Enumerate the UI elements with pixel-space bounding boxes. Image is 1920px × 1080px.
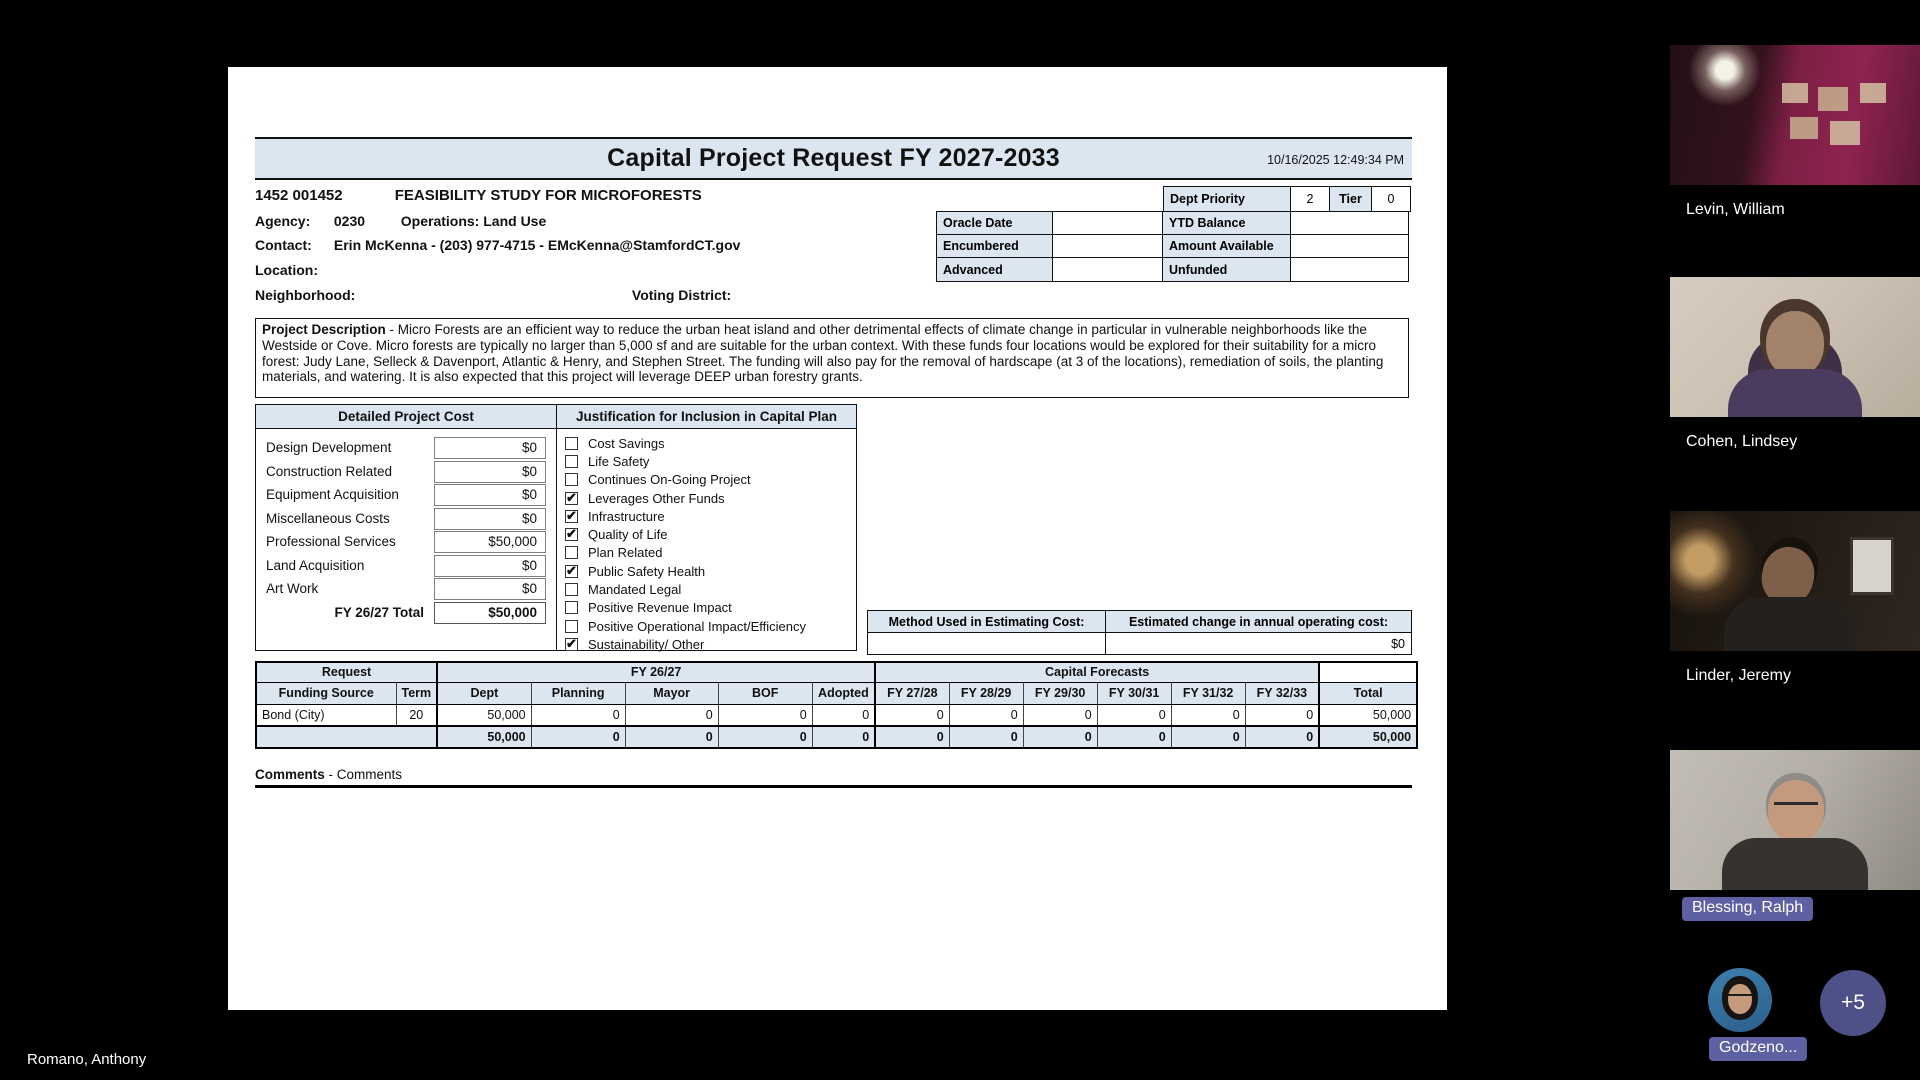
justification-label: Life Safety bbox=[588, 453, 650, 469]
justification-item bbox=[565, 489, 856, 507]
financial-label: Oracle Date bbox=[937, 212, 1053, 235]
checkbox-checked-icon[interactable] bbox=[565, 638, 578, 651]
funding-column-header: FY 29/30 bbox=[1023, 682, 1097, 704]
video-scene-shape bbox=[1766, 311, 1824, 377]
funding-cell[interactable]: 0 bbox=[718, 704, 812, 726]
video-scene-shape bbox=[1722, 838, 1868, 890]
presenter-name-label: Romano, Anthony bbox=[27, 1051, 147, 1068]
funding-total-cell: 0 bbox=[1097, 726, 1171, 748]
funding-cell[interactable]: 50,000 bbox=[437, 704, 531, 726]
operating-cost-header: Estimated change in annual operating cost: bbox=[1106, 611, 1411, 633]
cost-item-label: Miscellaneous Costs bbox=[266, 510, 390, 526]
participant-video bbox=[1670, 277, 1920, 417]
video-scene-shape bbox=[1774, 802, 1818, 812]
checkbox-unchecked-icon[interactable] bbox=[565, 437, 578, 450]
checkbox-unchecked-icon[interactable] bbox=[565, 583, 578, 596]
financial-value[interactable] bbox=[1291, 258, 1408, 281]
comments-label: Comments bbox=[255, 767, 325, 782]
funding-column-header: FY 28/29 bbox=[949, 682, 1023, 704]
justification-item bbox=[565, 471, 856, 489]
funding-group-header bbox=[1319, 662, 1417, 682]
funding-group-header-row bbox=[256, 662, 1417, 682]
participant-name-label: Levin, William bbox=[1686, 201, 1785, 218]
financial-row bbox=[937, 258, 1408, 281]
contact-value: Erin McKenna - (203) 977-4715 - EMcKenna@StamfordCT.gov bbox=[333, 237, 741, 253]
priority-table bbox=[1163, 186, 1411, 212]
dept-priority-label: Dept Priority bbox=[1164, 187, 1291, 211]
funding-column-header: Total bbox=[1319, 682, 1417, 704]
checkbox-unchecked-icon[interactable] bbox=[565, 620, 578, 633]
funding-total-cell bbox=[256, 726, 437, 748]
funding-cell[interactable]: 0 bbox=[531, 704, 625, 726]
funding-total-row bbox=[256, 726, 1417, 748]
justification-item bbox=[565, 617, 856, 635]
funding-total-cell: 0 bbox=[531, 726, 625, 748]
funding-group-header: Request bbox=[256, 662, 437, 682]
funding-cell[interactable]: 0 bbox=[1023, 704, 1097, 726]
dept-priority-value[interactable]: 2 bbox=[1291, 187, 1330, 211]
participant-name-label: Linder, Jeremy bbox=[1686, 667, 1791, 684]
justification-item bbox=[565, 525, 856, 543]
participant-tile[interactable] bbox=[1670, 45, 1920, 219]
funding-column-header: Dept bbox=[437, 682, 531, 704]
checkbox-unchecked-icon[interactable] bbox=[565, 455, 578, 468]
funding-cell[interactable]: 0 bbox=[949, 704, 1023, 726]
agency-label: Agency: bbox=[255, 213, 311, 229]
funding-total-cell: 0 bbox=[1245, 726, 1319, 748]
financial-label: Advanced bbox=[937, 258, 1053, 281]
funding-column-header: Funding Source bbox=[256, 682, 396, 704]
cost-item-label: Art Work bbox=[266, 581, 319, 596]
video-scene-shape bbox=[1728, 369, 1862, 417]
participant-name-label: Blessing, Ralph bbox=[1682, 897, 1813, 921]
funding-column-header: Adopted bbox=[812, 682, 875, 704]
justification-item bbox=[565, 562, 856, 580]
participant-name-label: Cohen, Lindsey bbox=[1686, 433, 1798, 450]
justification-item bbox=[565, 635, 856, 653]
shared-document-page bbox=[228, 67, 1447, 1010]
cost-item-label: Construction Related bbox=[266, 463, 393, 479]
funding-cell[interactable]: 0 bbox=[1097, 704, 1171, 726]
tier-label: Tier bbox=[1330, 187, 1372, 211]
justification-item bbox=[565, 544, 856, 562]
financial-label: YTD Balance bbox=[1163, 212, 1291, 235]
contact-label: Contact: bbox=[255, 237, 312, 253]
neighborhood-label: Neighborhood: bbox=[255, 287, 356, 303]
cost-row bbox=[256, 461, 556, 485]
funding-data-row bbox=[256, 704, 1417, 726]
financial-value[interactable] bbox=[1291, 235, 1408, 258]
document-bottom-rule bbox=[255, 785, 1412, 788]
participant-avatar-tile[interactable] bbox=[1670, 962, 1920, 1080]
checkbox-unchecked-icon[interactable] bbox=[565, 473, 578, 486]
funding-column-header: FY 31/32 bbox=[1171, 682, 1245, 704]
method-value[interactable] bbox=[868, 633, 1106, 654]
cost-item-label: Design Development bbox=[266, 440, 392, 455]
video-scene-shape bbox=[1724, 597, 1854, 651]
funding-total-cell: 0 bbox=[875, 726, 949, 748]
cost-item-value[interactable]: $0 bbox=[434, 437, 546, 459]
financial-row bbox=[937, 235, 1408, 258]
justification-label: Public Safety Health bbox=[588, 563, 706, 579]
participant-name-pill: Godzeno... bbox=[1709, 1037, 1807, 1061]
print-timestamp: 10/16/2025 12:49:34 PM bbox=[1267, 153, 1404, 167]
funding-cell[interactable]: 20 bbox=[396, 704, 437, 726]
justification-item bbox=[565, 580, 856, 598]
financial-label: Amount Available bbox=[1163, 235, 1291, 258]
justification-item bbox=[565, 599, 856, 617]
checkbox-unchecked-icon[interactable] bbox=[565, 601, 578, 614]
financial-value[interactable] bbox=[1053, 235, 1163, 258]
page-title: Capital Project Request FY 2027-2033 bbox=[607, 144, 1060, 172]
document-title-bar bbox=[255, 137, 1412, 180]
checkbox-checked-icon[interactable] bbox=[565, 510, 578, 523]
funding-total-cell: 0 bbox=[812, 726, 875, 748]
project-description-box bbox=[255, 318, 1409, 398]
funding-cell[interactable]: 0 bbox=[812, 704, 875, 726]
participant-video bbox=[1670, 511, 1920, 651]
overflow-participants-badge[interactable]: +5 bbox=[1820, 970, 1886, 1036]
comments-text: - Comments bbox=[324, 767, 403, 782]
cost-row bbox=[256, 531, 556, 555]
project-description-label: Project Description bbox=[262, 322, 386, 337]
funding-total-cell: 50,000 bbox=[437, 726, 531, 748]
justification-label: Positive Operational Impact/Efficiency bbox=[588, 618, 806, 634]
funding-cell[interactable]: 50,000 bbox=[1319, 704, 1417, 726]
participant-video bbox=[1670, 750, 1920, 890]
funding-column-header: Mayor bbox=[625, 682, 718, 704]
justification-label: Infrastructure bbox=[588, 508, 665, 524]
cost-table-title: Detailed Project Cost bbox=[256, 405, 556, 429]
cost-item-label: Land Acquisition bbox=[266, 557, 365, 573]
financial-status-table bbox=[936, 211, 1409, 282]
avatar-glasses-shape bbox=[1728, 994, 1752, 1000]
project-id-line bbox=[255, 187, 702, 204]
participant-tile[interactable] bbox=[1670, 750, 1920, 921]
funding-total-cell: 0 bbox=[1171, 726, 1245, 748]
justification-label: Plan Related bbox=[588, 545, 663, 561]
funding-column-header: FY 32/33 bbox=[1245, 682, 1319, 704]
method-header: Method Used in Estimating Cost: bbox=[868, 611, 1106, 633]
cost-item-value[interactable]: $0 bbox=[434, 484, 546, 506]
funding-cell[interactable]: 0 bbox=[875, 704, 949, 726]
cost-item-value[interactable]: $0 bbox=[434, 578, 546, 600]
funding-total-cell: 0 bbox=[625, 726, 718, 748]
participant-video bbox=[1670, 45, 1920, 185]
cost-row bbox=[256, 602, 556, 626]
funding-request-table bbox=[255, 661, 1418, 749]
comments-line bbox=[255, 767, 402, 782]
financial-label: Unfunded bbox=[1163, 258, 1291, 281]
justification-label: Continues On-Going Project bbox=[588, 472, 751, 488]
justification-label: Leverages Other Funds bbox=[588, 490, 725, 506]
justification-label: Cost Savings bbox=[588, 435, 665, 451]
cost-item-label: Professional Services bbox=[266, 534, 396, 549]
cost-item-value[interactable]: $0 bbox=[434, 461, 546, 483]
cost-item-value[interactable]: $0 bbox=[434, 508, 546, 530]
participant-strip bbox=[1670, 0, 1920, 1080]
project-name: FEASIBILITY STUDY FOR MICROFORESTS bbox=[394, 187, 702, 204]
cost-item-label: Equipment Acquisition bbox=[266, 487, 399, 502]
detailed-project-cost-table bbox=[255, 404, 557, 651]
location-line bbox=[255, 262, 318, 278]
funding-group-header: FY 26/27 bbox=[437, 662, 875, 682]
funding-column-header: FY 27/28 bbox=[875, 682, 949, 704]
financial-row bbox=[937, 212, 1408, 235]
tier-value[interactable]: 0 bbox=[1387, 192, 1395, 206]
justification-title: Justification for Inclusion in Capital Plan bbox=[557, 405, 856, 429]
justification-label: Quality of Life bbox=[588, 527, 668, 543]
cost-item-value[interactable]: $0 bbox=[434, 555, 546, 577]
checkbox-unchecked-icon[interactable] bbox=[565, 546, 578, 559]
cost-item-value[interactable]: $50,000 bbox=[434, 602, 546, 624]
participant-tile[interactable] bbox=[1670, 511, 1920, 685]
funding-cell[interactable]: Bond (City) bbox=[256, 704, 396, 726]
estimating-method-table bbox=[867, 610, 1412, 655]
justification-label: Sustainability/ Other bbox=[588, 636, 705, 652]
participant-tile[interactable] bbox=[1670, 277, 1920, 451]
contact-line bbox=[255, 237, 740, 253]
video-scene-shape bbox=[1850, 537, 1894, 595]
project-description-text: - Micro Forests are an efficient way to reduce the urban heat island and other detrimental effects of climate change in particular in vulnerable neighborhoods like the Westside or Cove. Micro forests are typically no larger than 5,000 sf and are suitable for the urban context. With these funds four locations would be explored for their suitability for a micro forest: Judy Lane, Selleck & Davenport, Atlantic & Henry, and Stephen Street. The funding will also pay for the removal of hardscape (at 3 of the locations), remediation of soils, the planting materials, and watering. It is also expected that this project will leverage DEEP urban forestry grants. bbox=[262, 322, 1384, 385]
financial-value[interactable] bbox=[1053, 258, 1163, 281]
operating-cost-value[interactable]: $0 bbox=[1391, 636, 1405, 651]
funding-cell[interactable]: 0 bbox=[1171, 704, 1245, 726]
funding-column-header-row bbox=[256, 682, 1417, 704]
funding-total-cell: 50,000 bbox=[1319, 726, 1417, 748]
funding-column-header: Planning bbox=[531, 682, 625, 704]
location-label: Location: bbox=[255, 262, 318, 278]
justification-panel bbox=[557, 404, 857, 651]
financial-label: Encumbered bbox=[937, 235, 1053, 258]
cost-row bbox=[256, 508, 556, 532]
cost-item-label: FY 26/27 Total bbox=[334, 604, 424, 620]
checkbox-checked-icon[interactable] bbox=[565, 492, 578, 505]
cost-row bbox=[256, 578, 556, 602]
cost-item-value[interactable]: $50,000 bbox=[434, 531, 546, 553]
checkbox-checked-icon[interactable] bbox=[565, 528, 578, 541]
cost-row bbox=[256, 555, 556, 579]
justification-item bbox=[565, 452, 856, 470]
funding-total-cell: 0 bbox=[949, 726, 1023, 748]
justification-item bbox=[565, 434, 856, 452]
funding-cell[interactable]: 0 bbox=[1245, 704, 1319, 726]
justification-item bbox=[565, 507, 856, 525]
justification-label: Positive Revenue Impact bbox=[588, 600, 732, 616]
participant-avatar bbox=[1708, 968, 1772, 1032]
cost-row bbox=[256, 484, 556, 508]
funding-cell[interactable]: 0 bbox=[625, 704, 718, 726]
funding-group-header: Capital Forecasts bbox=[875, 662, 1319, 682]
funding-total-cell: 0 bbox=[1023, 726, 1097, 748]
checkbox-checked-icon[interactable] bbox=[565, 565, 578, 578]
cost-row bbox=[256, 437, 556, 461]
project-number: 1452 001452 bbox=[255, 187, 343, 204]
financial-value[interactable] bbox=[1053, 212, 1163, 235]
agency-line bbox=[255, 213, 546, 229]
agency-value: 0230 bbox=[333, 213, 366, 229]
financial-value[interactable] bbox=[1291, 212, 1408, 235]
neighborhood-line bbox=[255, 287, 731, 303]
funding-column-header: FY 30/31 bbox=[1097, 682, 1171, 704]
justification-label: Mandated Legal bbox=[588, 582, 682, 598]
funding-column-header: Term bbox=[396, 682, 437, 704]
voting-district-label: Voting District: bbox=[631, 287, 732, 303]
funding-column-header: BOF bbox=[718, 682, 812, 704]
funding-total-cell: 0 bbox=[718, 726, 812, 748]
operations-value: Operations: Land Use bbox=[400, 213, 547, 229]
